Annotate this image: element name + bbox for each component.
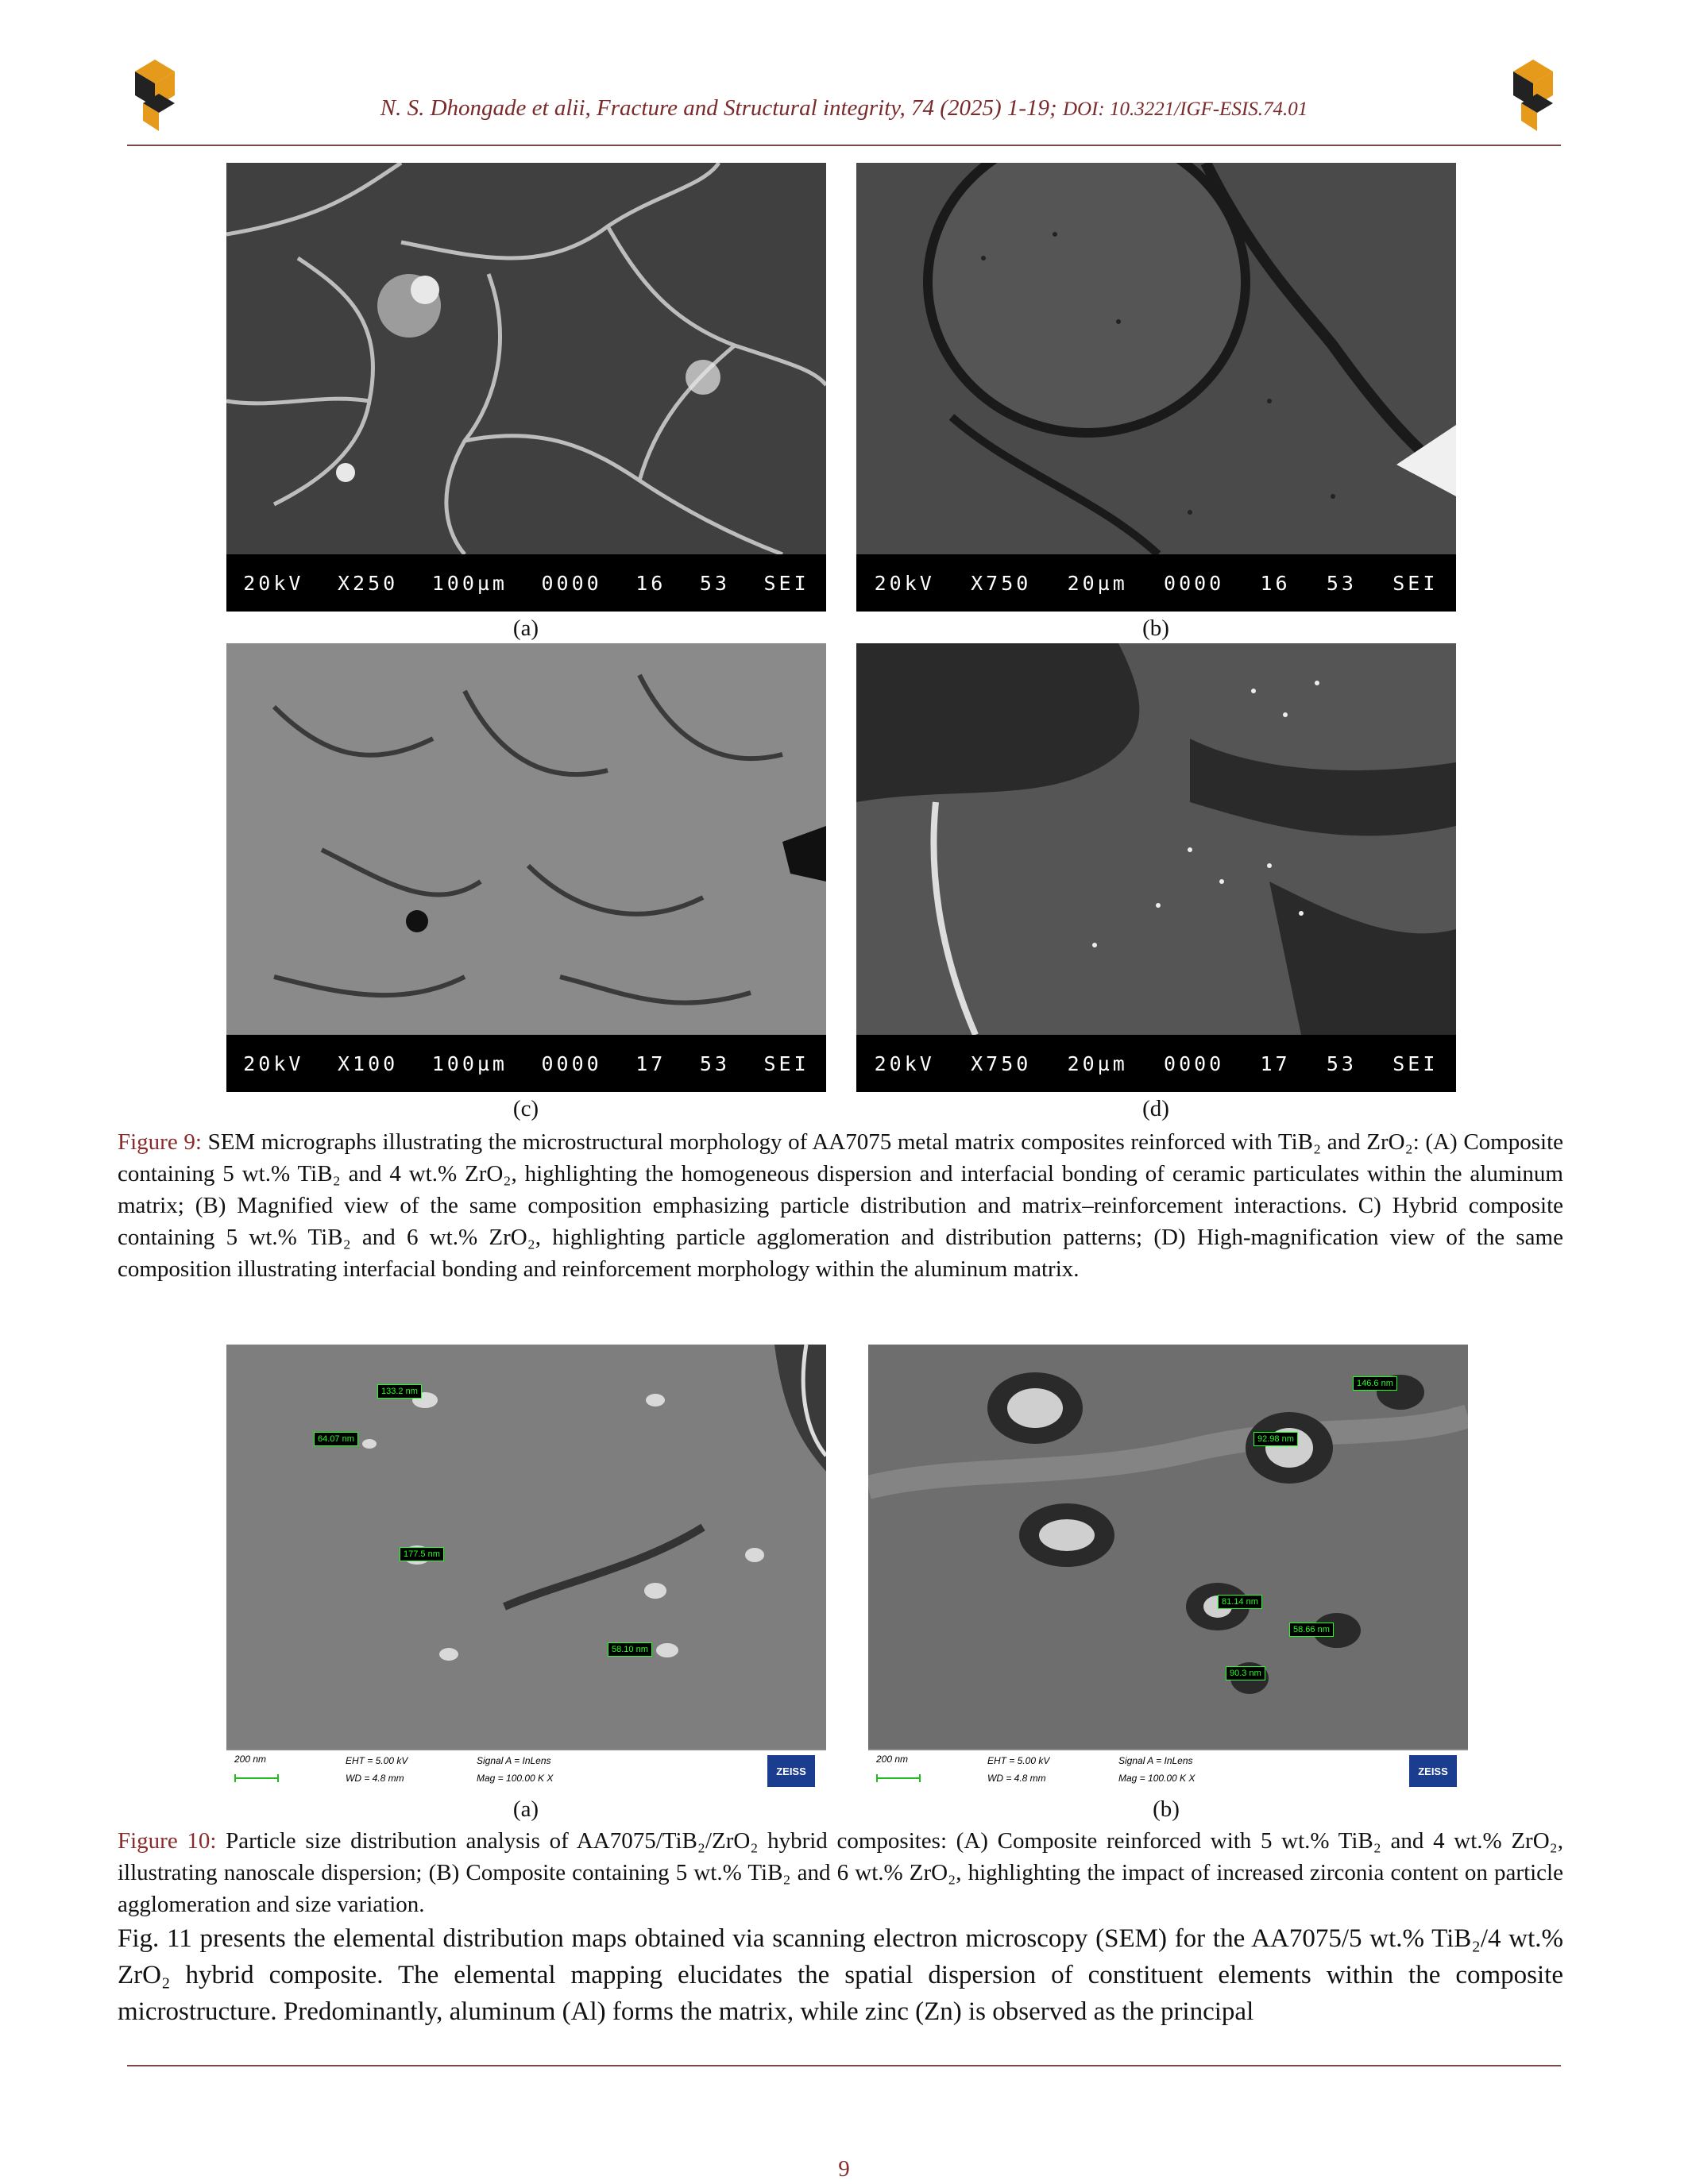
- measurement-label: 133.2 nm: [377, 1384, 422, 1399]
- sem-id: 0000: [541, 1051, 602, 1075]
- sem-field: 17: [1260, 1051, 1291, 1075]
- zeiss-logo: ZEISS: [1409, 1755, 1457, 1787]
- measurement-label: 58.66 nm: [1289, 1623, 1334, 1637]
- scale-label: 200 nm: [876, 1754, 909, 1765]
- header-doi: DOI: 10.3221/IGF-ESIS.74.01: [1062, 98, 1308, 120]
- eht-label: EHT = 5.00 kV: [987, 1755, 1050, 1766]
- sem-scale: 20µm: [1067, 571, 1128, 595]
- figure-9-caption: [118, 1126, 1563, 1285]
- panel-label-10a: (a): [512, 1796, 539, 1822]
- sem-mag: X750: [971, 1051, 1032, 1075]
- sem-kv: 20kV: [243, 571, 304, 595]
- scale-label: 200 nm: [234, 1754, 267, 1765]
- panel-label-9c: (c): [512, 1096, 539, 1121]
- header-rule: [127, 145, 1561, 146]
- sem-scale: 100µm: [431, 571, 508, 595]
- scale-bar: [876, 1774, 921, 1782]
- panel-label-10b: (b): [1153, 1796, 1180, 1822]
- sem-kv: 20kV: [874, 571, 935, 595]
- figure-9-label: Figure 9:: [118, 1129, 202, 1155]
- sem-image-10b: [868, 1345, 1468, 1793]
- zeiss-logo: ZEISS: [767, 1755, 815, 1787]
- sem-image-9a: [226, 163, 826, 612]
- figure-10-label: Figure 10:: [118, 1828, 217, 1854]
- sem-detector: SEI: [763, 571, 809, 595]
- header-citation: N. S. Dhongade et alii, Fracture and Structural integrity, 74 (2025) 1-19;: [380, 95, 1057, 121]
- measurement-label: 146.6 nm: [1353, 1376, 1397, 1391]
- sem-id: 0000: [541, 571, 602, 595]
- sem-kv: 20kV: [874, 1051, 935, 1075]
- sem-mag: X750: [971, 571, 1032, 595]
- sem-image-9c: [226, 643, 826, 1092]
- sem-field: 53: [1326, 571, 1357, 595]
- panel-label-9d: (d): [1142, 1096, 1169, 1121]
- sem-info-bar-9b: [856, 554, 1456, 612]
- measurement-label: 81.14 nm: [1218, 1595, 1262, 1609]
- sem-mag: X100: [337, 1051, 399, 1075]
- signal-label: Signal A = InLens: [1118, 1755, 1193, 1766]
- sem-id: 0000: [1164, 571, 1225, 595]
- page-number: 9: [838, 2156, 850, 2182]
- panel-label-9a: (a): [512, 615, 539, 641]
- figure-10-text: Particle size distribution analysis of AA7075/TiB₂/ZrO₂ hybrid composites: (A) Composite reinforced with 5 wt.% TiB₂ and 4 wt.% ZrO₂, illustrating nanoscale dispersion; (B) Composite containing 5 wt.% TiB₂ and 6 wt.% ZrO₂, highlighting the impact of increased zirconia content on particle agglomeration and size variation.: [118, 1828, 1563, 1917]
- signal-label: Signal A = InLens: [477, 1755, 551, 1766]
- sem-info-bar-10b: [868, 1749, 1468, 1793]
- wd-label: WD = 4.8 mm: [346, 1773, 404, 1784]
- eht-label: EHT = 5.00 kV: [346, 1755, 408, 1766]
- sem-image-9b: [856, 163, 1456, 612]
- figure-10-caption: [118, 1825, 1563, 1920]
- sem-detector: SEI: [1393, 1051, 1439, 1075]
- mag-label: Mag = 100.00 K X: [1118, 1773, 1196, 1784]
- measurement-label: 58.10 nm: [608, 1642, 652, 1657]
- sem-id: 0000: [1164, 1051, 1225, 1075]
- measurement-label: 90.3 nm: [1226, 1666, 1265, 1680]
- sem-kv: 20kV: [243, 1051, 304, 1075]
- sem-detector: SEI: [763, 1051, 809, 1075]
- running-header: [0, 95, 1688, 122]
- sem-field: 17: [635, 1051, 666, 1075]
- measurement-label: 177.5 nm: [400, 1547, 444, 1561]
- sem-mag: X250: [337, 571, 399, 595]
- measurement-label: 64.07 nm: [314, 1432, 358, 1446]
- sem-info-bar-9d: [856, 1035, 1456, 1092]
- panel-label-9b: (b): [1142, 615, 1169, 641]
- sem-image-10a: [226, 1345, 826, 1793]
- sem-detector: SEI: [1393, 571, 1439, 595]
- footer-rule: [127, 2065, 1561, 2066]
- sem-field: 16: [1260, 571, 1291, 595]
- sem-info-bar-9a: [226, 554, 826, 612]
- sem-scale: 100µm: [431, 1051, 508, 1075]
- sem-info-bar-9c: [226, 1035, 826, 1092]
- sem-info-bar-10a: [226, 1749, 826, 1793]
- scale-bar: [234, 1774, 279, 1782]
- sem-field: 53: [699, 1051, 730, 1075]
- mag-label: Mag = 100.00 K X: [477, 1773, 554, 1784]
- body-paragraph: Fig. 11 presents the elemental distribution maps obtained via scanning electron microscopy (SEM) for the AA7075/5 wt.% TiB₂/4 wt.% ZrO₂ hybrid composite. The elemental mapping elucidates the spatial dispersion of constituent elements within the composite microstructure. Predominantly, aluminum (Al) forms the matrix, while zinc (Zn) is observed as the principal: [118, 1924, 1563, 2026]
- sem-scale: 20µm: [1067, 1051, 1128, 1075]
- measurement-label: 92.98 nm: [1253, 1432, 1298, 1446]
- sem-field: 16: [635, 571, 666, 595]
- figure-9-text: SEM micrographs illustrating the microstructural morphology of AA7075 metal matrix composites reinforced with TiB₂ and ZrO₂: (A) Composite containing 5 wt.% TiB₂ and 4 wt.% ZrO₂, highlighting the homogeneous dispersion and interfacial bonding of ceramic particulates within the aluminum matrix; (B) Magnified view of the same composition emphasizing particle distribution and matrix–reinforcement interactions. C) Hybrid composite containing 5 wt.% TiB₂ and 6 wt.% ZrO₂, highlighting particle agglomeration and distribution patterns; (D) High-magnification view of the same composition illustrating interfacial bonding and reinforcement morphology within the aluminum matrix.: [118, 1129, 1564, 1282]
- sem-field: 53: [1326, 1051, 1357, 1075]
- sem-image-9d: [856, 643, 1456, 1092]
- wd-label: WD = 4.8 mm: [987, 1773, 1046, 1784]
- sem-field: 53: [699, 571, 730, 595]
